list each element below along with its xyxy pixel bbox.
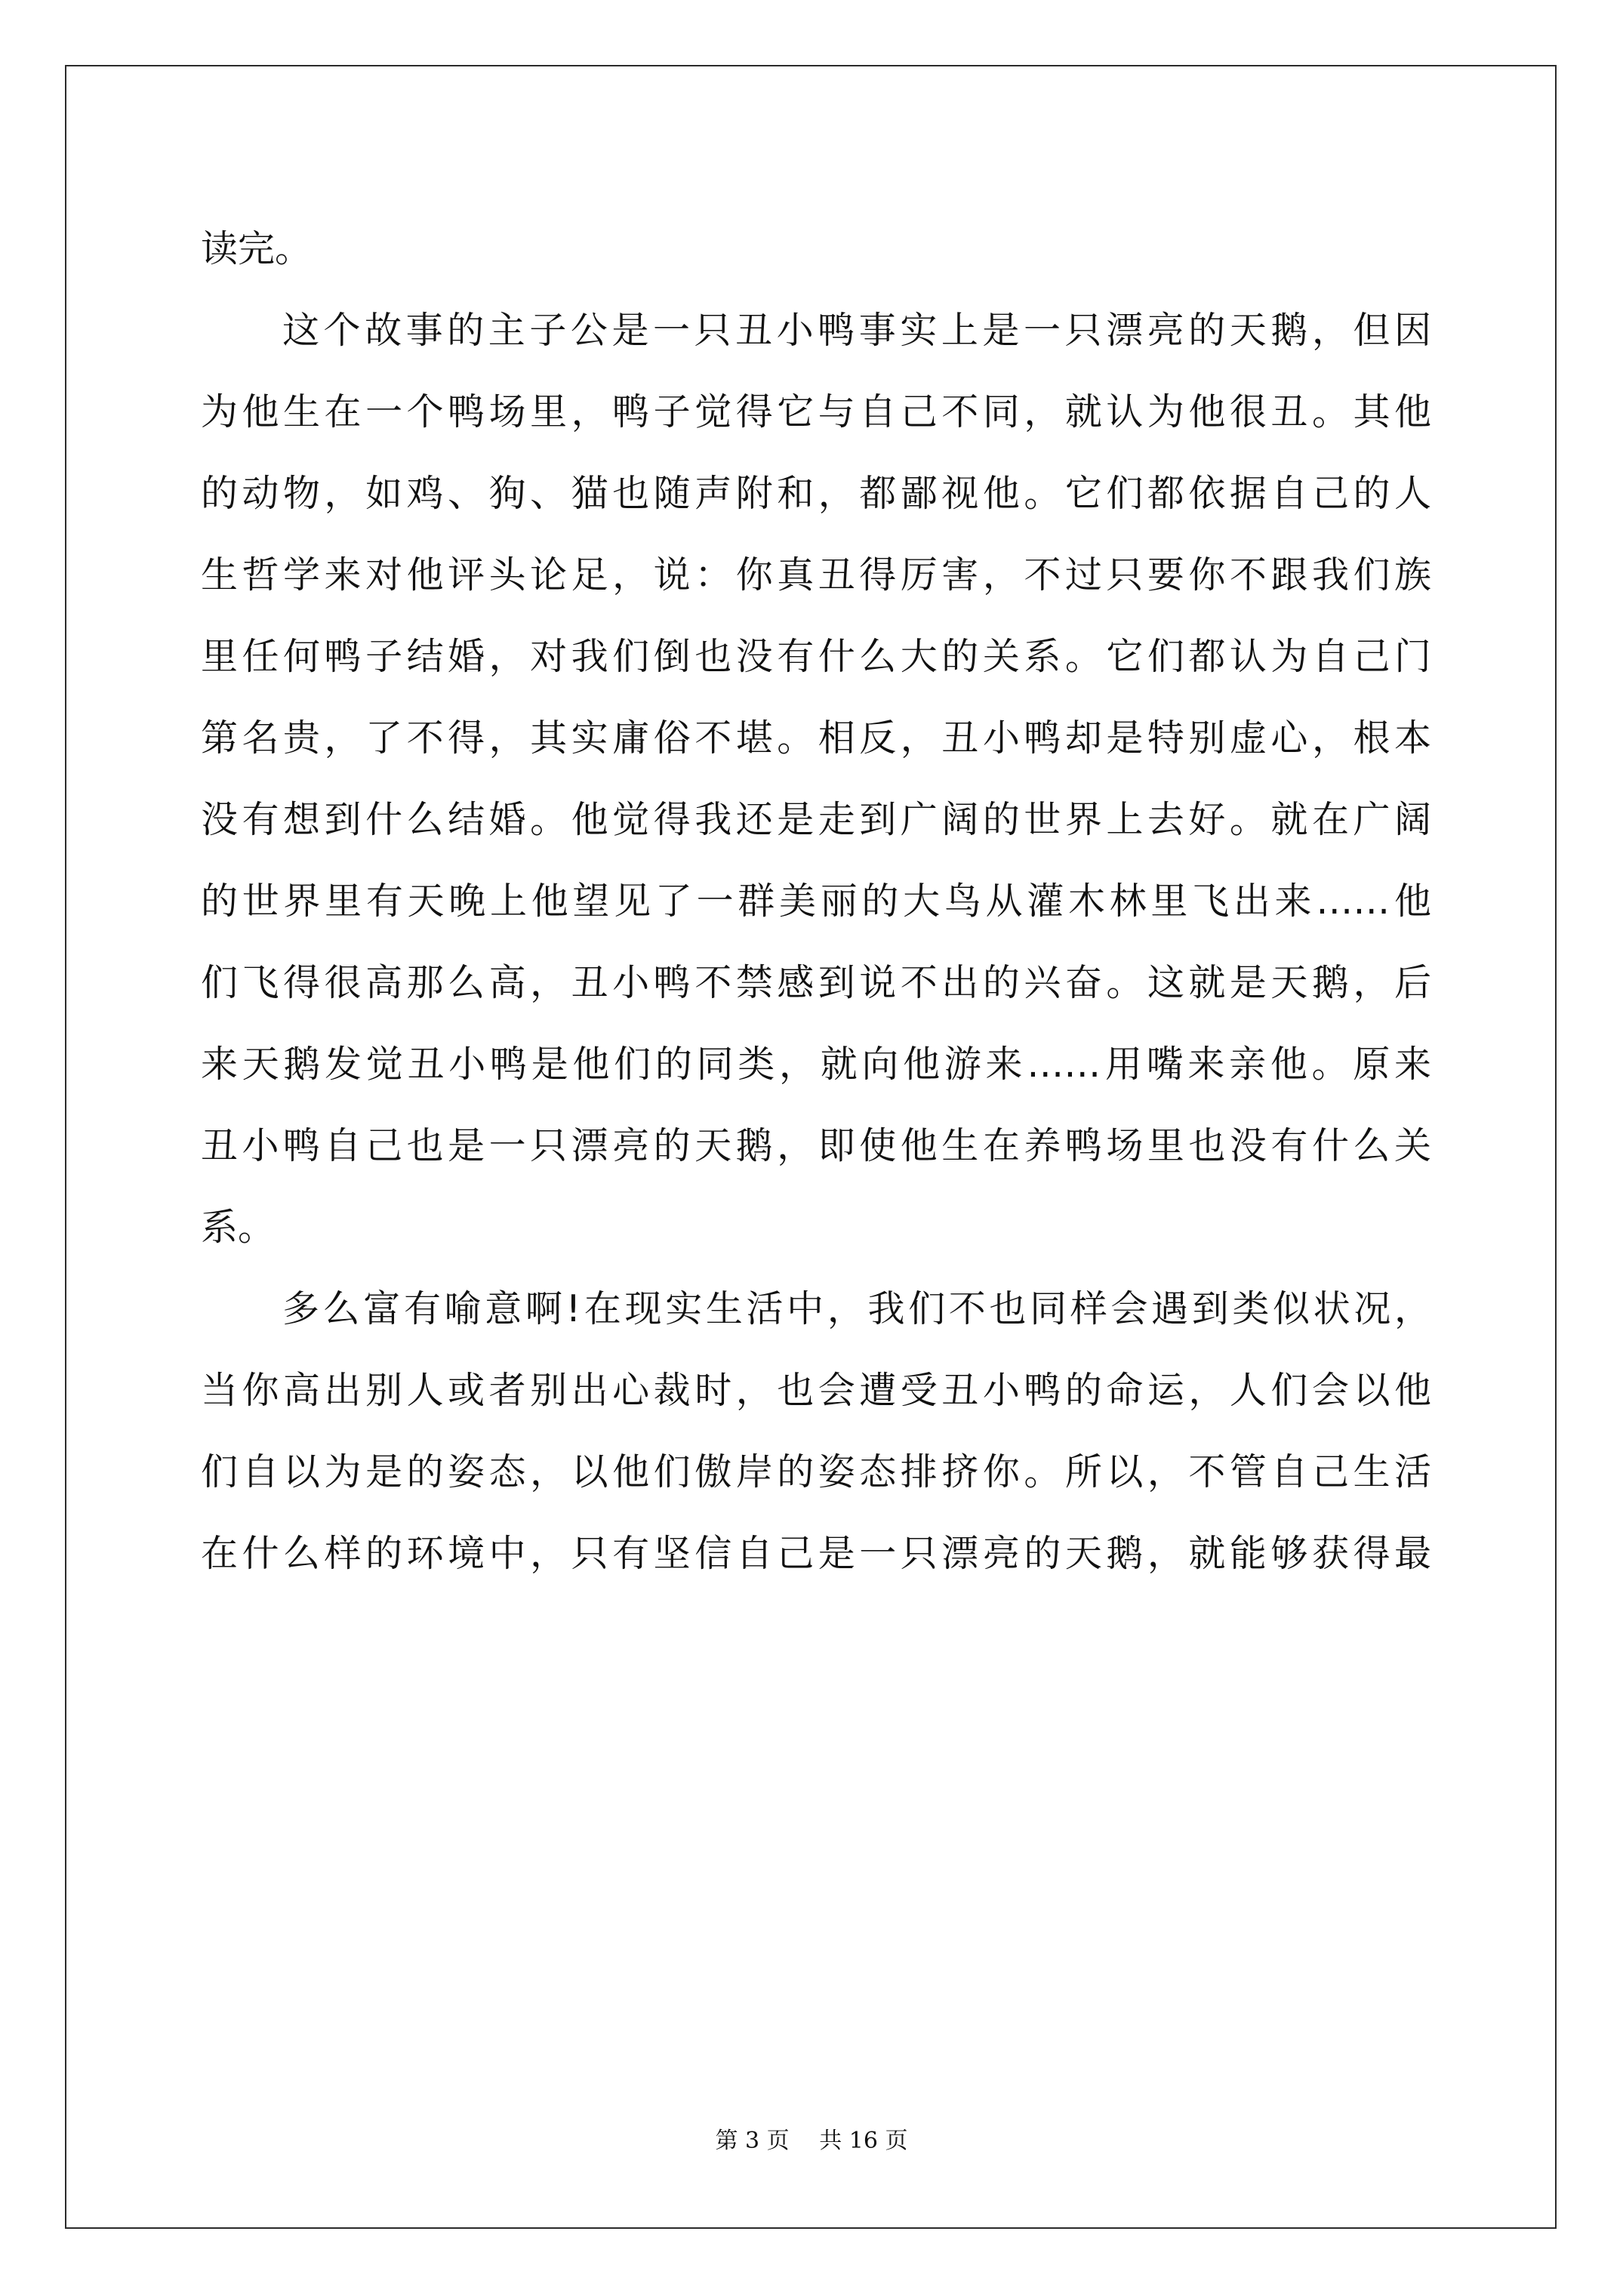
body-line: 系。 <box>201 1206 276 1249</box>
body-line: 这个故事的主子公是一只丑小鸭事实上是一只漂亮的天鹅，但因 <box>282 309 1431 352</box>
body-line: 们飞得很高那么高，丑小鸭不禁感到说不出的兴奋。这就是天鹅，后 <box>201 961 1431 1004</box>
body-line: 读完。 <box>201 227 313 270</box>
body-line: 们自以为是的姿态，以他们傲岸的姿态排挤你。所以，不管自己生活 <box>201 1450 1431 1493</box>
page-number-footer: 第 3 页 共 16 页 <box>715 2128 908 2154</box>
body-line: 来天鹅发觉丑小鸭是他们的同类，就向他游来……用嘴来亲他。原来 <box>201 1043 1431 1086</box>
body-line: 里任何鸭子结婚，对我们倒也没有什么大的关系。它们都认为自己门 <box>201 635 1431 678</box>
body-line: 在什么样的环境中，只有坚信自己是一只漂亮的天鹅，就能够获得最 <box>201 1532 1431 1575</box>
body-line: 的动物，如鸡、狗、猫也随声附和，都鄙视他。它们都依据自己的人 <box>201 472 1431 515</box>
body-line: 生哲学来对他评头论足，说：你真丑得厉害，不过只要你不跟我们族 <box>201 553 1431 596</box>
body-line: 多么富有喻意啊!在现实生活中，我们不也同样会遇到类似状况， <box>282 1287 1431 1330</box>
body-line: 当你高出别人或者别出心裁时，也会遭受丑小鸭的命运，人们会以他 <box>201 1369 1431 1412</box>
body-line: 第名贵，了不得，其实庸俗不堪。相反，丑小鸭却是特别虚心，根本 <box>201 717 1431 760</box>
body-line: 为他生在一个鸭场里，鸭子觉得它与自己不同，就认为他很丑。其他 <box>201 390 1431 433</box>
body-line: 的世界里有天晚上他望见了一群美丽的大鸟从灌木林里飞出来……他 <box>201 880 1431 923</box>
body-line: 没有想到什么结婚。他觉得我还是走到广阔的世界上去好。就在广阔 <box>201 798 1431 841</box>
body-line: 丑小鸭自己也是一只漂亮的天鹅，即使他生在养鸭场里也没有什么关 <box>201 1124 1431 1167</box>
